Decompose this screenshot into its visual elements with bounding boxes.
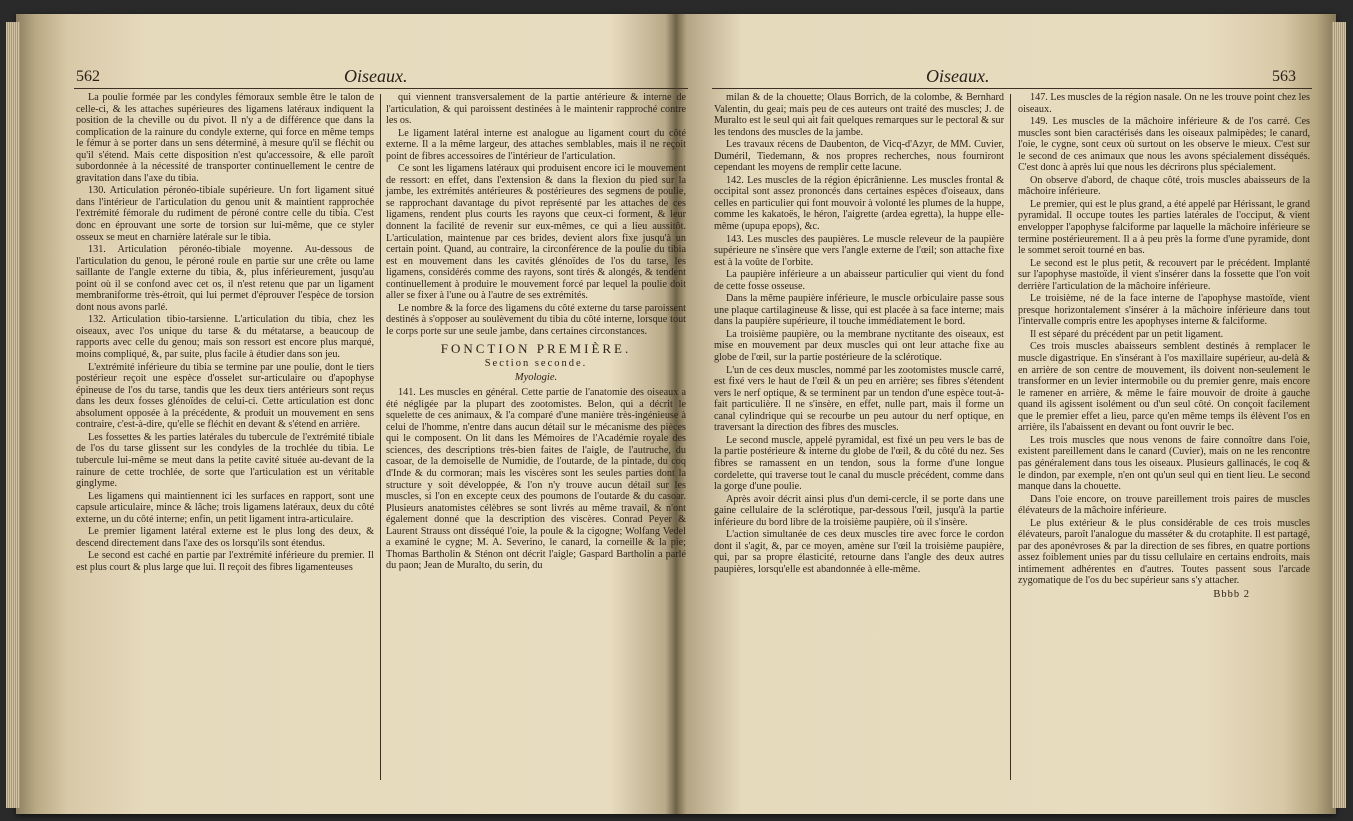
- left-page-number: 562: [76, 68, 100, 85]
- section-title: FONCTION PREMIÈRE.: [440, 341, 632, 357]
- left-page: [64, 14, 698, 814]
- left-header-rule: [74, 88, 688, 89]
- left-column-1: [76, 92, 374, 574]
- paragraph: Le second est le plus petit, & recouvert par le précédent. Implanté sur l'apophyse mastoïde, il vient s'insérer dans la fossette que l'on voit derrière l'articulation de la mâchoire inférieure.: [1018, 257, 1310, 292]
- paragraph: 132. Articulation tibio-tarsienne. L'articulation du tibia, chez les oiseaux, avec l'os unique du tarse & du métatarse, a beaucoup de rapports avec celle du genou; mais son ressort est encore plus marqué, moins compliqué, &, par suite, plus facile à étudier dans son jeu.: [76, 314, 374, 361]
- paragraph: La poulie formée par les condyles fémoraux semble être le talon de celle-ci, & les attaches supérieures des ligamens latéraux indiquent la position de la cheville ou du pivot. Il n'y a de différence que dans la complication de la rainure du condyle externe, qui force en même temps le fémur à se porter dans un sens déterminé, à mesure qu'il se fléchit ou qu'il s'étend. Mais cette disposition n'est qu'accessoire, & elle paroît subordonnée à la nécessité de transporter continuellement le centre de gravitation dans l'axe du tibia.: [76, 92, 374, 184]
- paragraph: 143. Les muscles des paupières. Le muscle releveur de la paupière supérieure ne s'insère que vers l'angle externe de l'œil; son attache fixe est à la voûte de l'orbite.: [714, 233, 1004, 268]
- section-heading: Myologie.: [514, 371, 558, 383]
- paragraph: 149. Les muscles de la mâchoire inférieure & de l'os carré. Ces muscles sont bien caractérisés dans les oiseaux palmipèdes; le canard, l'oie, le cygne, sont ceux où surtout on les observe le mieux. C'est sur le second de ces animaux que nous les avons spécialement disséqués. C'est donc à après lui que nous les décrirons plus spécialement.: [1018, 116, 1310, 174]
- page-edges-left: [6, 22, 20, 808]
- paragraph: Les travaux récens de Daubenton, de Vicq-d'Azyr, de MM. Cuvier, Duméril, Tiedemann, & nos propres recherches, nous fourniront cependant les moyens de remplir cette lacune.: [714, 139, 1004, 174]
- paragraph: 130. Articulation péronéo-tibiale supérieure. Un fort ligament situé dans l'intérieur de l'articulation du genou unit & maintient rapprochée l'extrémité fémorale du rudiment de péroné contre celle du tibia. C'est donc en éprouvant une sorte de torsion sur lui-même, que ce styler osseux se meut en charnière latérale sur le tibia.: [76, 185, 374, 243]
- paragraph: L'action simultanée de ces deux muscles tire avec force le cordon dont il s'agit, &, par ce moyen, amène sur l'œil la troisième paupière, qui, par sa propre élasticité, retourne dans l'angle des deux autres paupières, lorsqu'elle est abandonnée à elle-même.: [714, 529, 1004, 575]
- right-page: [706, 14, 1326, 814]
- left-page-title: Oiseaux.: [344, 66, 408, 86]
- right-column-2: [1018, 92, 1310, 601]
- paragraph: Dans la même paupière inférieure, le muscle orbiculaire passe sous une plaque cartilagineuse & lisse, qui est placée à sa face interne; mais dans la paupière supérieure, il touche immédiatement le bord.: [714, 293, 1004, 328]
- paragraph: La paupière inférieure a un abaisseur particulier qui vient du fond de cette fosse osseuse.: [714, 269, 1004, 292]
- paragraph: Le nombre & la force des ligamens du côté externe du tarse paroissent destinés à s'opposer au soulèvement du tibia du côté interne, lorsque tout le corps porte sur une seule jambe, dans certaines circonstances.: [386, 302, 686, 337]
- open-book: [16, 14, 1336, 814]
- paragraph: 142. Les muscles de la région épicrânienne. Les muscles frontal & occipital sont assez prononcés dans certaines espèces d'oiseaux, dans celles en particulier qui font mouvoir à volonté les plumes de la huppe, comme les kakatoës, le héron, l'aigrette (ardea egretta), la huppe elle-même (upupa epops), &c.: [714, 174, 1004, 233]
- paragraph: Le second est caché en partie par l'extrémité inférieure du premier. Il est plus court & plus large que lui. Il reçoit des fibres ligamenteuses: [76, 550, 374, 573]
- paragraph: 131. Articulation péronéo-tibiale moyenne. Au-dessous de l'articulation du genou, le péroné roule en partie sur une crête ou lame saillante de l'angle externe du tibia, &, plus inférieurement, jusqu'au point où il se confond avec cet os, il n'est retenu que par un ligament membraniforme très-étroit, qui lui permet d'éprouver l'espèce de torsion dont nous avons parlé.: [76, 244, 374, 313]
- paragraph: Ces trois muscles abaisseurs semblent destinés à remplacer le muscle digastrique. En s'insérant à l'os maxillaire supérieur, au-delà & en arrière de son centre de mouvement, ils doivent non-seulement le transformer en un levier intermobile ou du premier genre, mais encore le ramener en arrière, & même le faire mouvoir de droite à gauche quand ils agissent isolément ou d'un seul côté. On conçoit facilement que le premier effet a lieu, parce qu'en même temps ils élèvent l'os en arrière, ils l'abaissent en devant ou font ouvrir le bec.: [1018, 341, 1310, 434]
- paragraph: Le troisième, né de la face interne de l'apophyse mastoïde, vient presque horizontalement s'insérer à la mâchoire inférieure dans tout l'intervalle compris entre les apophyses interne & falciforme.: [1018, 293, 1310, 328]
- paragraph: 147. Les muscles de la région nasale. On ne les trouve point chez les oiseaux.: [1018, 92, 1310, 115]
- paragraph: 141. Les muscles en général. Cette partie de l'anatomie des oiseaux a été négligée par la plupart des zootomistes. Belon, qui a décrit le squelette de ces animaux, & l'a comparé d'une manière très-ingénieuse à celui de l'homme, n'entre dans aucun détail sur le mécanisme des pièces qui le composent. On lit dans les Mémoires de l'Académie royale des sciences, des descriptions très-bien faites de l'aigle, de l'autruche, du casoar, de la demoiselle de Numidie, de l'outarde, de la pintade, du coq d'Inde & du cormoran; mais les viscères sont les seules parties dont la structure y soit développée, & l'on n'y trouve aucun détail sur les muscles, si l'on en excepte ceux des poumons de l'outarde & du casoar. Plusieurs anatomistes célèbres se sont livrés au même travail, & n'ont également donné que la description des viscères. Conrad Peyer & Laurent Strauss ont disséqué l'oie, la poule & la cigogne; Wolfang Vedel a examiné le cygne; M. A. Severino, le canard, la corneille & la pie; Thomas Bartholin & Sténon ont décrit l'aigle; Gaspard Bartholin a parlé du paon; Jean de Muralto, du serin, du: [386, 387, 686, 572]
- paragraph: Les ligamens qui maintiennent ici les surfaces en rapport, sont une capsule articulaire, mince & lâche; trois ligamens latéraux, deux du côté externe, un du côté interne; enfin, un petit ligament intra-articulaire.: [76, 490, 374, 525]
- paragraph: Ce sont les ligamens latéraux qui produisent encore ici le mouvement de ressort: en effet, dans l'extension & dans la flexion du pied sur la jambe, les extrémités antérieures & postérieures des segmens de poulie, se rapprochant davantage du pivot représenté par les attaches de ces ligamens, rendent plus courts les rayons que ceux-ci forment, & leur donnent la facilité de revenir sur eux-mêmes, ce qui a lieu aussitôt. L'articulation, maintenue par ces brides, devient alors fixe jusqu'à un certain point. Quand, au contraire, la circonférence de la poulie du tibia est en mouvement dans les cavités glénoïdes de l'os du tarse, les ligamens, considérés comme des rayons, sont tirés & alongés, & tendent continuellement à produire le mouvement forcé par lequel la poulie doit aller se fixer à l'une ou à l'autre de ses extrémités.: [386, 163, 686, 302]
- paragraph: Dans l'oie encore, on trouve pareillement trois paires de muscles élévateurs de la mâchoire inférieure.: [1018, 493, 1310, 517]
- right-column-divider: [1010, 94, 1011, 780]
- paragraph: milan & de la chouette; Olaus Borrich, de la colombe, & Bernhard Valentin, du geai; mais peu de ces auteurs ont traité des muscles; J. de Muralto est le seul qui ait fait quelques remarques sur le pectoral & sur les tendons des muscles de la jambe.: [714, 92, 1004, 138]
- right-page-title: Oiseaux.: [926, 66, 990, 86]
- paragraph: Le premier ligament latéral externe est le plus long des deux, & descend directement dans l'axe des os lorsqu'ils sont étendus.: [76, 526, 374, 549]
- page-edges-right: [1332, 22, 1346, 808]
- paragraph: Les trois muscles que nous venons de faire connoître dans l'oie, existent pareillement dans le canard (Cuvier), mais on ne les rencontre pas généralement dans tous les oiseaux. Plusieurs gallinacés, le coq & le dindon, par exemple, n'en ont qu'un seul qui en tient lieu. Le second manque dans la chouette.: [1018, 434, 1310, 493]
- right-header-rule: [712, 88, 1312, 89]
- paragraph: On observe d'abord, de chaque côté, trois muscles abaisseurs de la mâchoire inférieure.: [1018, 174, 1310, 198]
- paragraph: La troisième paupière, ou la membrane nyctitante des oiseaux, est mise en mouvement par deux muscles qui ont leur attache fixe au globe de l'œil, sur la partie postérieure de la sclérotique.: [714, 328, 1004, 364]
- signature-mark: Bbbb 2: [1213, 588, 1250, 600]
- paragraph: Il est séparé du précédent par un petit ligament.: [1030, 328, 1224, 340]
- paragraph: Le ligament latéral interne est analogue au ligament court du côté externe. Il a la même largeur, des attaches semblables, mais il ne reçoit point de fibres accessoires de l'intérieur de l'articulation.: [386, 127, 686, 162]
- right-column-1: [714, 92, 1004, 576]
- paragraph: Les fossettes & les parties latérales du tubercule de l'extrémité tibiale de l'os du tarse glissent sur les condyles de la trochlée du tibia. Le tubercule lui-même se meut dans la petite cavité située au-devant de la rainure de cette trochlée, de sorte que l'articulation est un véritable ginglyme.: [76, 431, 374, 490]
- paragraph: Le second muscle, appelé pyramidal, est fixé un peu vers le bas de la partie postérieure & interne du globe de l'œil, & du côté du nez. Ses fibres se ramassent en un tendon, sous la forme d'une longue cordelette, qui traverse tout le canal du muscle précédent, comme dans la gorge d'une poulie.: [714, 434, 1004, 493]
- paragraph: L'extrémité inférieure du tibia se termine par une poulie, dont le tiers postérieur reçoit une espèce d'osselet sur-articulaire ou d'apophyse épineuse de l'os du tarse, tandis que les deux tiers antérieurs sont reçus dans les deux fosses glénoïdes de celui-ci. Cette articulation est donc absolument opposée à la précédente, & produit un mouvement en sens contraire, c'est-à-dire, qu'elle se fléchit en devant & s'étend en arrière.: [76, 361, 374, 431]
- paragraph: L'un de ces deux muscles, nommé par les zootomistes muscle carré, est fixé vers le haut de l'œil & un peu en arrière; ses fibres s'étendent vers le nerf optique, & se terminent par un tendon d'une espèce tout-à-fait particulière. Il ne s'insère, en effet, nulle part, mais il forme un canal cylindrique qui se recourbe un peu autour du nerf optique, en traversant la direction des fibres des muscles.: [714, 364, 1004, 434]
- paragraph: Le plus extérieur & le plus considérable de ces trois muscles élévateurs, paroît l'analogue du masséter & du crotaphite. Il est partagé, par des aponévroses & par la direction de ses fibres, en quatre portions assez foiblement unies par du tissu cellulaire en certains endroits, mais intimement adhérentes en d'autres. Toutes passent sous l'arcade zygomatique de l'os du bec supérieur sans s'y attacher.: [1018, 517, 1310, 587]
- paragraph: Le premier, qui est le plus grand, a été appelé par Hérissant, le grand pyramidal. Il occupe toutes les parties latérales de l'occiput, & vient envelopper l'apophyse falciforme par laquelle la mâchoire inférieure se termine postérieurement. Il a à peu près la forme d'une pyramide, dont le sommet seroit tourné en bas.: [1018, 198, 1310, 257]
- section-subtitle: Section seconde.: [484, 358, 588, 370]
- paragraph: qui viennent transversalement de la partie antérieure & interne de l'articulation, & qui paroissent destinées à le maintenir rapproché contre les os.: [386, 92, 686, 127]
- paragraph: Après avoir décrit ainsi plus d'un demi-cercle, il se porte dans une gaine cellulaire de la sclérotique, par-dessous l'œil, jusqu'à la partie inférieure du bord libre de la troisième paupière, où il s'insère.: [714, 493, 1004, 528]
- left-column-2: [386, 92, 686, 573]
- left-column-divider: [380, 94, 381, 780]
- right-page-number: 563: [1272, 68, 1296, 85]
